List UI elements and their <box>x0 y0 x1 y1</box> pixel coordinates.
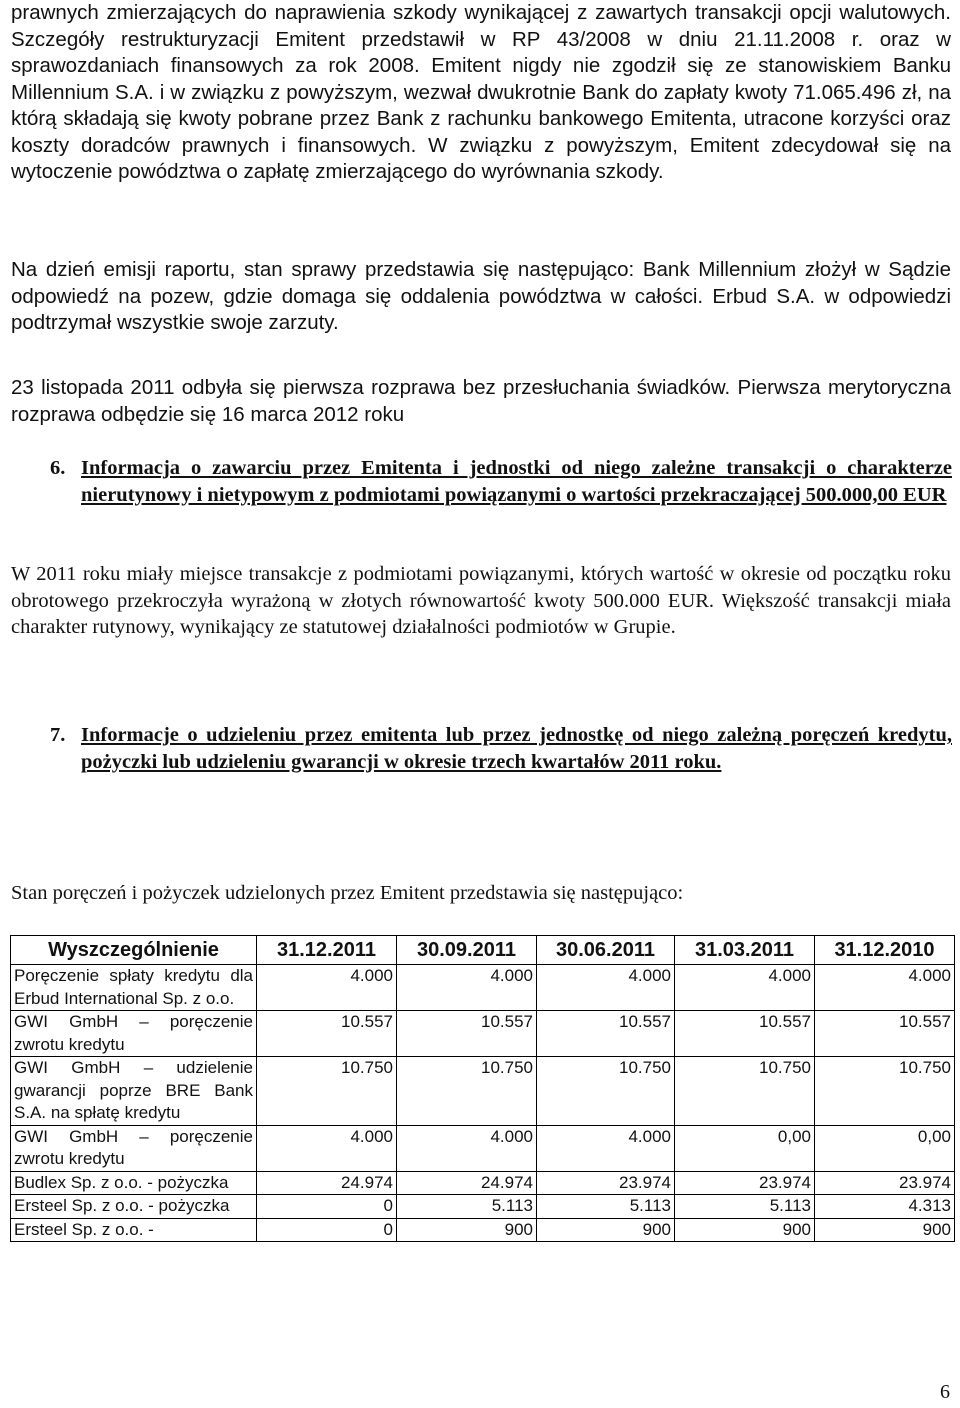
section-title: Informacje o udzieleniu przez emitenta lub przez jednostkę od niego zależną poręczeń kredytu, pożyczki lub udzieleniu gwarancji w okresie trzech kwartałów 2011 roku. <box>81 724 952 773</box>
table-row <box>11 1125 955 1171</box>
table-cell: 4.000 <box>815 965 955 1011</box>
table-cell: 4.000 <box>537 965 675 1011</box>
row-label: Ersteel Sp. z o.o. - <box>11 1218 257 1242</box>
table-cell: 10.750 <box>815 1057 955 1126</box>
column-header: 31.03.2011 <box>675 936 815 965</box>
page-number: 6 <box>940 1381 950 1403</box>
table-cell: 900 <box>537 1218 675 1242</box>
section-title: Informacja o zawarciu przez Emitenta i jednostki od niego zależne transakcji o charakterze nierutynowy i nietypowym z podmiotami powiązanymi o wartości przekraczającej 500.000,00 EUR <box>81 457 952 506</box>
table-cell: 4.000 <box>257 965 397 1011</box>
table-cell: 10.750 <box>675 1057 815 1126</box>
section-heading-6 <box>50 455 952 535</box>
table-cell: 23.974 <box>537 1171 675 1195</box>
table-cell: 4.313 <box>815 1195 955 1219</box>
paragraph-hearing-dates: 23 listopada 2011 odbyła się pierwsza rozprawa bez przesłuchania świadków. Pierwsza merytoryczna rozprawa odbędzie się 16 marca 2012 roku <box>11 376 951 426</box>
paragraph-guarantees-intro: Stan poręczeń i pożyczek udzielonych przez Emitent przedstawia się następująco: <box>11 882 684 904</box>
column-header: 30.06.2011 <box>537 936 675 965</box>
table-cell: 24.974 <box>397 1171 537 1195</box>
table-cell: 24.974 <box>257 1171 397 1195</box>
table-cell: 10.750 <box>397 1057 537 1126</box>
table-cell: 0,00 <box>675 1125 815 1171</box>
table-cell: 10.557 <box>257 1011 397 1057</box>
section-heading-7 <box>50 722 952 776</box>
table-cell: 5.113 <box>537 1195 675 1219</box>
row-label: Budlex Sp. z o.o. - pożyczka <box>11 1171 257 1195</box>
table-cell: 0 <box>257 1195 397 1219</box>
section-number: 7. <box>50 724 66 746</box>
paragraph-restructuring-details: prawnych zmierzających do naprawienia szkody wynikającej z zawartych transakcji opcji walutowych. Szczegóły restrukturyzacji Emitent przedstawił w RP 43/2008 w dniu 21.11.2008 r. oraz w sprawozdaniach finansowych za rok 2008. Emitent nigdy nie zgodził się ze stanowiskiem Banku Millennium S.A. i w związku z powyższym, wezwał dwukrotnie Bank do zapłaty kwoty 71.065.496 zł, na którą składają się kwoty pobrane przez Bank z rachunku bankowego Emitenta, utracone korzyści oraz koszty doradców prawnych i finansowych. W związku z powyższym, Emitent zdecydował się na wytoczenie powództwa o zapłatę zmierzającego do wyrównania szkody. <box>11 1 951 183</box>
table-cell: 23.974 <box>675 1171 815 1195</box>
table-cell: 10.750 <box>537 1057 675 1126</box>
column-header: 30.09.2011 <box>397 936 537 965</box>
column-header: Wyszczególnienie <box>11 936 257 965</box>
row-label: GWI GmbH – udzielenie gwarancji poprze BRE Bank S.A. na spłatę kredytu <box>11 1057 257 1126</box>
table-row <box>11 1218 955 1242</box>
row-label: GWI GmbH – poręczenie zwrotu kredytu <box>11 1011 257 1057</box>
row-label: Ersteel Sp. z o.o. - pożyczka <box>11 1195 257 1219</box>
column-header: 31.12.2010 <box>815 936 955 965</box>
table-cell: 10.557 <box>397 1011 537 1057</box>
paragraph-case-status: Na dzień emisji raportu, stan sprawy przedstawia się następująco: Bank Millennium złożył w Sądzie odpowiedź na pozew, gdzie domaga się oddalenia powództwa w całości. Erbud S.A. w odpowiedzi podtrzymał wszystkie swoje zarzuty. <box>11 258 951 334</box>
table-cell: 10.750 <box>257 1057 397 1126</box>
section-number: 6. <box>50 457 66 479</box>
table-row <box>11 1171 955 1195</box>
table-cell: 900 <box>815 1218 955 1242</box>
guarantees-loans-table <box>10 935 955 1242</box>
table-cell: 0,00 <box>815 1125 955 1171</box>
table-cell: 4.000 <box>675 965 815 1011</box>
table-cell: 4.000 <box>397 1125 537 1171</box>
table-row <box>11 1011 955 1057</box>
table-row <box>11 1195 955 1219</box>
paragraph-related-party-transactions: W 2011 roku miały miejsce transakcje z podmiotami powiązanymi, których wartość w okresie od początku roku obrotowego przekroczyła wyrażoną w złotych równowartość kwoty 500.000 EUR. Większość transakcji miała charakter rutynowy, wynikający ze statutowej działalności podmiotów w Grupie. <box>11 563 951 638</box>
table-cell: 900 <box>397 1218 537 1242</box>
table-header-row <box>11 936 955 965</box>
column-header: 31.12.2011 <box>257 936 397 965</box>
table-cell: 10.557 <box>537 1011 675 1057</box>
row-label: Poręczenie spłaty kredytu dla Erbud International Sp. z o.o. <box>11 965 257 1011</box>
table-cell: 5.113 <box>675 1195 815 1219</box>
table-cell: 4.000 <box>257 1125 397 1171</box>
table-row <box>11 1057 955 1126</box>
row-label: GWI GmbH – poręczenie zwrotu kredytu <box>11 1125 257 1171</box>
table-cell: 10.557 <box>675 1011 815 1057</box>
table-row <box>11 965 955 1011</box>
table-cell: 4.000 <box>537 1125 675 1171</box>
table-cell: 0 <box>257 1218 397 1242</box>
table-cell: 4.000 <box>397 965 537 1011</box>
table-cell: 5.113 <box>397 1195 537 1219</box>
table-cell: 900 <box>675 1218 815 1242</box>
table-cell: 10.557 <box>815 1011 955 1057</box>
table-cell: 23.974 <box>815 1171 955 1195</box>
